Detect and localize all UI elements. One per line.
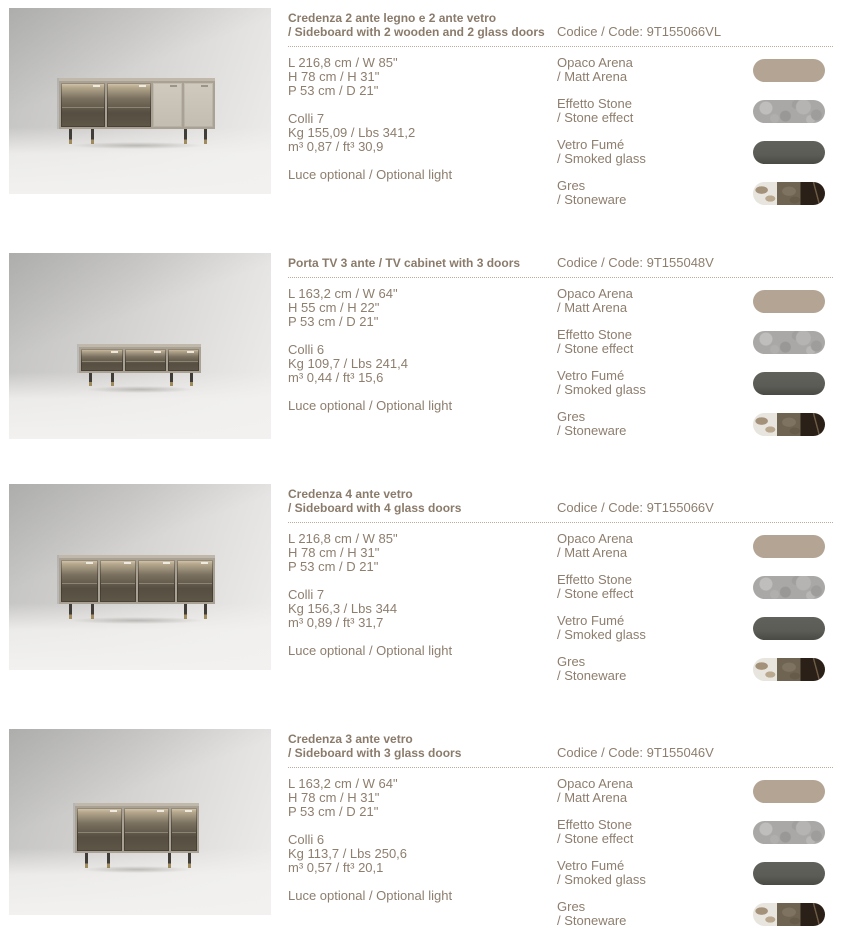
- product-code: Codice / Code: 9T155066VL: [557, 24, 722, 39]
- finish-name-english: / Stone effect: [557, 586, 634, 601]
- packing-weight: Kg 109,7 / Lbs 241,4: [288, 356, 408, 371]
- cabinet-shadow: [51, 616, 223, 625]
- finish-row: [557, 328, 833, 356]
- finish-name-english: / Stone effect: [557, 110, 634, 125]
- finish-name-italian: Opaco Arena: [557, 286, 633, 301]
- finish-swatch: [753, 780, 825, 803]
- product-photo: [9, 484, 271, 670]
- finish-row: [557, 573, 833, 601]
- cabinet-doors: [77, 808, 197, 851]
- finish-name-italian: Effetto Stone: [557, 817, 632, 832]
- packing-volume: m³ 0,57 / ft³ 20,1: [288, 860, 384, 875]
- product-photo: [9, 253, 271, 439]
- finish-name-english: / Stoneware: [557, 192, 627, 207]
- cabinet-door: [125, 349, 167, 371]
- product-details: [288, 523, 833, 696]
- cabinet-door: [100, 560, 137, 602]
- packing-colli: Colli 7: [288, 111, 325, 126]
- product-section: [9, 8, 833, 220]
- finish-name-italian: Vetro Fumé: [557, 137, 625, 152]
- dimensions-block: [288, 56, 557, 98]
- room-floor: [9, 848, 271, 915]
- materials-column: [557, 287, 833, 451]
- product-title: [288, 11, 557, 39]
- dimension-height: H 78 cm / H 31": [288, 790, 380, 805]
- finish-swatch: [753, 413, 825, 436]
- finish-name-italian: Opaco Arena: [557, 55, 633, 70]
- finish-row: [557, 777, 833, 805]
- product-title: [288, 256, 557, 270]
- finish-swatch: [753, 862, 825, 885]
- finish-name-italian: Opaco Arena: [557, 776, 633, 791]
- cabinet-door: [124, 808, 169, 851]
- cabinet-door: [61, 560, 98, 602]
- finish-name-italian: Opaco Arena: [557, 531, 633, 546]
- dimensions-block: [288, 777, 557, 819]
- product-header: [288, 256, 833, 278]
- product-header: [288, 487, 833, 523]
- finish-name-italian: Gres: [557, 899, 586, 914]
- product-header: [288, 11, 833, 47]
- finish-name-english: / Stoneware: [557, 668, 627, 683]
- dimension-length: L 216,8 cm / W 85": [288, 531, 398, 546]
- product-specs: [288, 287, 557, 451]
- finish-label: [557, 859, 753, 887]
- sideboard-illustration: [59, 78, 215, 129]
- finish-swatch: [753, 331, 825, 354]
- sideboard-illustration: [79, 344, 201, 373]
- product-specs: [288, 777, 557, 941]
- product-info: [288, 484, 833, 696]
- cabinet-door: [153, 83, 182, 127]
- finish-row: [557, 532, 833, 560]
- finish-name-english: / Matt Arena: [557, 300, 628, 315]
- product-title-italian: Porta TV 3 ante / TV cabinet with 3 doors: [288, 256, 521, 270]
- finish-label: [557, 900, 753, 928]
- finish-name-italian: Vetro Fumé: [557, 613, 625, 628]
- finish-row: [557, 56, 833, 84]
- room-floor: [9, 372, 271, 439]
- sideboard-illustration: [75, 803, 199, 853]
- product-specs: [288, 56, 557, 220]
- finish-label: [557, 818, 753, 846]
- dimension-length: L 216,8 cm / W 85": [288, 55, 398, 70]
- product-photo: [9, 729, 271, 915]
- finish-label: [557, 179, 753, 207]
- packing-colli: Colli 6: [288, 342, 325, 357]
- finish-name-english: / Smoked glass: [557, 627, 646, 642]
- cabinet-door: [81, 349, 123, 371]
- product-title: [288, 732, 557, 760]
- finish-name-english: / Matt Arena: [557, 545, 628, 560]
- product-info: [288, 729, 833, 941]
- finish-name-english: / Matt Arena: [557, 69, 628, 84]
- cabinet-door: [77, 808, 122, 851]
- finish-row: [557, 859, 833, 887]
- product-list: [9, 8, 833, 941]
- packing-weight: Kg 155,09 / Lbs 341,2: [288, 125, 416, 140]
- finish-row: [557, 410, 833, 438]
- light-note: Luce optional / Optional light: [288, 888, 453, 903]
- product-title-italian: Credenza 4 ante vetro: [288, 487, 413, 501]
- product-title-italian: Credenza 3 ante vetro: [288, 732, 413, 746]
- finish-label: [557, 56, 753, 84]
- finish-row: [557, 287, 833, 315]
- sideboard-illustration: [59, 555, 215, 604]
- product-header: [288, 732, 833, 768]
- room-floor: [9, 603, 271, 670]
- product-code: Codice / Code: 9T155046V: [557, 745, 714, 760]
- finish-swatch: [753, 576, 825, 599]
- finish-swatch: [753, 821, 825, 844]
- packing-volume: m³ 0,89 / ft³ 31,7: [288, 615, 384, 630]
- cabinet-door: [171, 808, 197, 851]
- product-details: [288, 47, 833, 220]
- product-info: [288, 8, 833, 220]
- dimension-depth: P 53 cm / D 21": [288, 559, 379, 574]
- finish-name-italian: Vetro Fumé: [557, 368, 625, 383]
- finish-label: [557, 287, 753, 315]
- finish-name-italian: Gres: [557, 178, 586, 193]
- materials-column: [557, 777, 833, 941]
- finish-swatch: [753, 100, 825, 123]
- finish-label: [557, 410, 753, 438]
- finish-name-italian: Gres: [557, 654, 586, 669]
- packing-block: [288, 588, 557, 630]
- finish-swatch: [753, 617, 825, 640]
- cabinet-doors: [61, 560, 213, 602]
- cabinet-door: [168, 349, 199, 371]
- dimension-length: L 163,2 cm / W 64": [288, 286, 398, 301]
- dimensions-block: [288, 532, 557, 574]
- finish-name-italian: Vetro Fumé: [557, 858, 625, 873]
- dimension-depth: P 53 cm / D 21": [288, 804, 379, 819]
- product-title-english: / Sideboard with 3 glass doors: [288, 746, 462, 760]
- finish-label: [557, 532, 753, 560]
- finish-swatch: [753, 182, 825, 205]
- product-details: [288, 768, 833, 941]
- finish-row: [557, 97, 833, 125]
- finish-label: [557, 777, 753, 805]
- product-info: [288, 253, 833, 451]
- materials-column: [557, 532, 833, 696]
- product-title: [288, 487, 557, 515]
- finish-name-english: / Stone effect: [557, 341, 634, 356]
- finish-swatch: [753, 59, 825, 82]
- packing-weight: Kg 156,3 / Lbs 344: [288, 601, 398, 616]
- finish-name-italian: Effetto Stone: [557, 572, 632, 587]
- finish-label: [557, 369, 753, 397]
- finish-name-italian: Effetto Stone: [557, 327, 632, 342]
- finish-row: [557, 818, 833, 846]
- dimension-height: H 78 cm / H 31": [288, 545, 380, 560]
- finish-row: [557, 138, 833, 166]
- product-section: [9, 253, 833, 451]
- finish-row: [557, 900, 833, 928]
- dimension-depth: P 53 cm / D 21": [288, 314, 379, 329]
- finish-swatch: [753, 372, 825, 395]
- product-code: Codice / Code: 9T155066V: [557, 500, 714, 515]
- finish-swatch: [753, 141, 825, 164]
- finish-swatch: [753, 290, 825, 313]
- packing-colli: Colli 7: [288, 587, 325, 602]
- cabinet-door: [61, 83, 105, 127]
- finish-swatch: [753, 903, 825, 926]
- dimension-depth: P 53 cm / D 21": [288, 83, 379, 98]
- dimension-height: H 78 cm / H 31": [288, 69, 380, 84]
- materials-column: [557, 56, 833, 220]
- product-photo: [9, 8, 271, 194]
- finish-name-english: / Stone effect: [557, 831, 634, 846]
- room-floor: [9, 127, 271, 194]
- cabinet-door: [138, 560, 175, 602]
- product-details: [288, 278, 833, 451]
- cabinet-doors: [81, 349, 199, 371]
- cabinet-shadow: [51, 141, 223, 150]
- finish-name-english: / Matt Arena: [557, 790, 628, 805]
- light-note: Luce optional / Optional light: [288, 643, 453, 658]
- product-section: [9, 484, 833, 696]
- cabinet-doors: [61, 83, 213, 127]
- finish-label: [557, 97, 753, 125]
- finish-name-english: / Smoked glass: [557, 382, 646, 397]
- finish-label: [557, 655, 753, 683]
- packing-colli: Colli 6: [288, 832, 325, 847]
- packing-block: [288, 112, 557, 154]
- finish-label: [557, 138, 753, 166]
- packing-volume: m³ 0,44 / ft³ 15,6: [288, 370, 384, 385]
- product-specs: [288, 532, 557, 696]
- cabinet-door: [177, 560, 214, 602]
- packing-weight: Kg 113,7 / Lbs 250,6: [288, 846, 408, 861]
- light-note: Luce optional / Optional light: [288, 167, 453, 182]
- packing-block: [288, 833, 557, 875]
- finish-label: [557, 328, 753, 356]
- packing-block: [288, 343, 557, 385]
- finish-row: [557, 614, 833, 642]
- dimensions-block: [288, 287, 557, 329]
- cabinet-shadow: [67, 865, 207, 874]
- product-title-english: / Sideboard with 4 glass doors: [288, 501, 462, 515]
- finish-row: [557, 179, 833, 207]
- finish-name-italian: Gres: [557, 409, 586, 424]
- dimension-height: H 55 cm / H 22": [288, 300, 380, 315]
- finish-swatch: [753, 658, 825, 681]
- cabinet-shadow: [71, 385, 209, 394]
- light-note: Luce optional / Optional light: [288, 398, 453, 413]
- finish-name-english: / Smoked glass: [557, 872, 646, 887]
- finish-label: [557, 614, 753, 642]
- finish-swatch: [753, 535, 825, 558]
- product-title-english: / Sideboard with 2 wooden and 2 glass doors: [288, 25, 545, 39]
- cabinet-door: [184, 83, 213, 127]
- finish-name-english: / Stoneware: [557, 423, 627, 438]
- cabinet-door: [107, 83, 151, 127]
- product-section: [9, 729, 833, 941]
- finish-row: [557, 369, 833, 397]
- finish-name-italian: Effetto Stone: [557, 96, 632, 111]
- product-code: Codice / Code: 9T155048V: [557, 255, 714, 270]
- finish-name-english: / Stoneware: [557, 913, 627, 928]
- product-title-italian: Credenza 2 ante legno e 2 ante vetro: [288, 11, 497, 25]
- finish-label: [557, 573, 753, 601]
- finish-row: [557, 655, 833, 683]
- dimension-length: L 163,2 cm / W 64": [288, 776, 398, 791]
- packing-volume: m³ 0,87 / ft³ 30,9: [288, 139, 384, 154]
- finish-name-english: / Smoked glass: [557, 151, 646, 166]
